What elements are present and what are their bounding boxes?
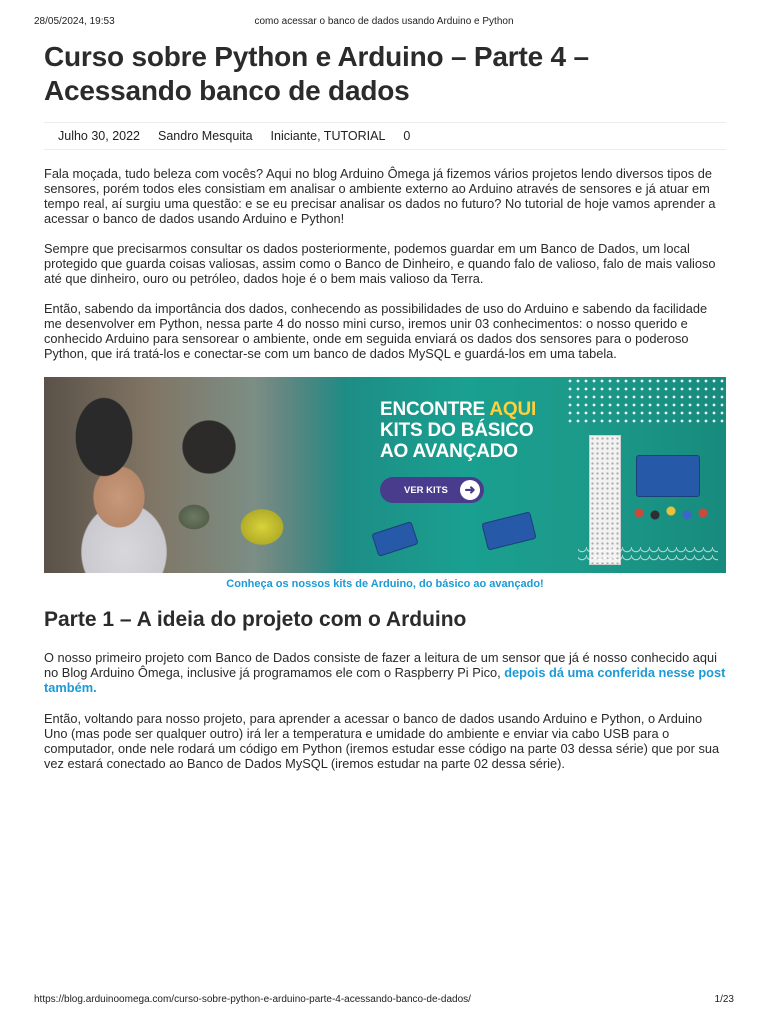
section1-paragraph-2: Então, voltando para nosso projeto, para aprender a acessar o banco de dados usando Arduino e Python, o Arduino Uno (mas pode ser qualquer outro) irá ler a temperatura e umidade do ambiente e enviar via cabo USB para o computador, onde nele rodará um código em Python (iremos estudar esse código na parte 03 dessa série) que por sua vez estará conectado ao Banco de Dados MySQL (iremos estudar na parte 02 dessa série). [44, 711, 720, 771]
section1-paragraph [44, 650, 726, 695]
arrow-right-icon: ➜ [460, 480, 480, 500]
banner-caption-link[interactable]: Conheça os nossos kits de Arduino, do básico ao avançado! [226, 578, 544, 590]
section-heading: Parte 1 – A ideia do projeto com o Arduino [44, 608, 467, 631]
print-header [34, 16, 734, 30]
database-paragraph: Sempre que precisarmos consultar os dados posteriormente, podemos guardar em um Banco de Dados, um local protegido que guarda coisas valiosas, assim como o Banco de Dinheiro, e quando falo de valioso, falo de mais valioso até que dinheiro, ouro ou petróleo, dados hoje é o bem mais valioso da Terra. [44, 241, 716, 286]
post-categories[interactable]: Iniciante, TUTORIAL [270, 129, 386, 143]
print-page-number: 1/23 [714, 994, 734, 1005]
print-page-title: como acessar o banco de dados usando Arduino e Python [254, 16, 514, 27]
arduino-board-image [636, 455, 700, 497]
plan-paragraph: Então, sabendo da importância dos dados, conhecendo as possibilidades de uso do Arduino e sabendo da facilidade me desenvolver em Python, nessa parte 4 do nosso mini curso, iremos unir 03 conhecimentos: o nosso querido e conhecido Arduino para sensorear o ambiente, onde em seguida enviará os dados dos sensores para o poderoso Python, que irá tratá-los e conectar-se com um banco de dados MySQL e guardá-los em uma tabela. [44, 301, 708, 361]
kits-promo-banner[interactable] [44, 377, 726, 573]
arduino-board-image [371, 521, 418, 557]
post-date[interactable]: Julho 30, 2022 [58, 129, 141, 143]
post-author[interactable]: Sandro Mesquita [158, 129, 253, 143]
arduino-board-image [481, 511, 536, 550]
section1-paragraph-text: O nosso primeiro projeto com Banco de Dados consiste de fazer a leitura de um sensor que já é nosso conhecido aqui no Blog Arduino Ômega, inclusive já programamos ele com o Raspberry Pi Pico, [44, 650, 717, 680]
intro-paragraph: Fala moçada, tudo beleza com vocês? Aqui no blog Arduino Ômega já fizemos vários projetos lendo diversos tipos de sensores, porém todos eles consistiam em analisar o ambiente externo ao Arduino através de sensores e já atuar em tempo real, aí surgiu uma questão: e se eu precisar analisar os dados no futuro? No tutorial de hoje vamos aprender a acessar o banco de dados usando Arduino e Python! [44, 166, 716, 226]
print-datetime: 28/05/2024, 19:53 [34, 16, 115, 27]
banner-dot-pattern [566, 377, 726, 427]
electronic-parts-image [629, 501, 719, 525]
ver-kits-label: VER KITS [404, 484, 448, 496]
ver-kits-button[interactable] [380, 477, 484, 503]
banner-line3: AO AVANÇADO [380, 441, 518, 462]
breadboard-image [589, 435, 621, 565]
comment-count[interactable]: 0 [403, 129, 411, 143]
article [44, 40, 726, 771]
banner-line2: KITS DO BÁSICO [380, 420, 534, 441]
banner-wave-pattern [578, 547, 718, 561]
banner-headline [380, 399, 536, 462]
banner-line1-prefix: ENCONTRE [380, 399, 490, 420]
article-title: Curso sobre Python e Arduino – Parte 4 – Acessando banco de dados [44, 41, 589, 106]
related-post-link[interactable]: depois dá uma conferida nesse post também. [44, 665, 726, 695]
banner-photo [44, 377, 344, 573]
banner-line1-accent: AQUI [489, 399, 537, 420]
print-url: https://blog.arduinoomega.com/curso-sobre-python-e-arduino-parte-4-acessando-banco-de-dados/ [34, 994, 471, 1005]
print-footer [34, 994, 734, 1008]
article-meta [44, 122, 726, 150]
